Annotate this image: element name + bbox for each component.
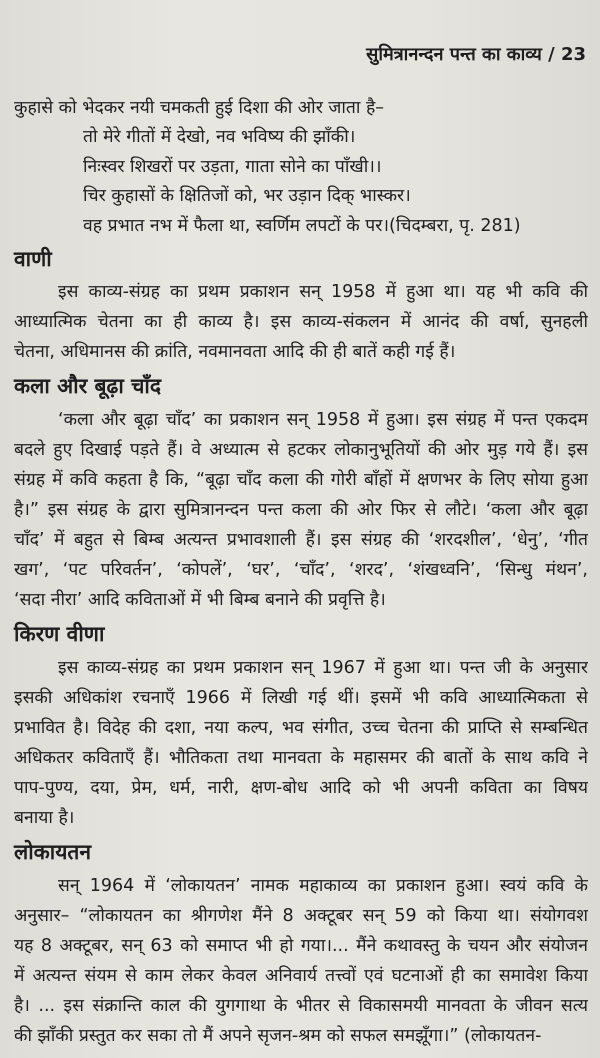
verse-line: निःस्वर शिखरों पर उड़ता, गाता सोने का पाँखी।। bbox=[83, 156, 382, 177]
text-line: यह 8 अक्टूबर, सन् 63 को समाप्त भी हो गया।... मैंने कथावस्तु के चयन और संयोजन bbox=[14, 936, 588, 956]
text-line: ‘कला और बूढ़ा चाँद’ का प्रकाशन सन् 1958 में हुआ। इस संग्रह में पन्त एकदम bbox=[58, 410, 588, 430]
text-line: प्रभावित है। विदेह की दशा, नया कल्प, भव संगीत, उच्च चेतना की प्राप्ति से सम्बन्धित bbox=[14, 718, 588, 738]
text-line: बदले हुए दिखाई पड़ते हैं। वे अध्यात्म से हटकर लोकानुभूतियों की ओर मुड़ गये हैं। इस bbox=[14, 440, 588, 460]
text-line: अधिकतर कविताएँ हैं। भौतिकता तथा मानवता के महासमर की बातों के साथ कवि ने bbox=[14, 748, 588, 768]
text-line: पाप-पुण्य, दया, प्रेम, धर्म, नारी, क्षण-बोध आदि को भी अपनी कविता का विषय bbox=[14, 778, 588, 798]
verse-line: वह प्रभात नभ में फैला था, स्वर्णिम लपटों के पर।(चिदम्बरा, पृ. 281) bbox=[83, 215, 521, 236]
text-line: में अत्यन्त संयम से काम लेकर केवल अनिवार्य तत्त्वों एवं घटनाओं ही का समावेश किया bbox=[14, 966, 588, 986]
text-line: इस काव्य-संग्रह का प्रथम प्रकाशन सन् 1958 में हुआ था। यह भी कवि की bbox=[58, 282, 588, 302]
sections bbox=[14, 241, 588, 1051]
running-head: सुमित्रानन्दन पन्त का काव्य / 23 bbox=[366, 44, 586, 65]
section-heading: कला और बूढ़ा चाँद bbox=[14, 374, 161, 398]
section-heading: वाणी bbox=[14, 247, 52, 271]
text-line: चेतना, अधिमानस की क्रांति, नवमानवता आदि की ही बातें कही गई हैं। bbox=[14, 342, 456, 362]
section-heading: लोकायतन bbox=[14, 840, 92, 864]
text-line: इसकी अधिकांश रचनाएँ 1966 में लिखी गई थीं। इसमें भी कवि आध्यात्मिकता से bbox=[14, 688, 588, 708]
text-line: कुहासे को भेदकर नयी चमकती हुई दिशा की ओर जाता है– bbox=[14, 98, 385, 118]
section-heading: किरण वीणा bbox=[14, 622, 105, 646]
text-line: ‘सदा नीरा’ आदि कविताओं में भी बिम्ब बनाने की प्रवृत्ति है। bbox=[14, 590, 386, 610]
text-line: अनुसार– “लोकायतन का श्रीगणेश मैंने 8 अक्टूबर सन् 59 को किया था। संयोगवश bbox=[14, 906, 588, 926]
text-line: सन् 1964 में ‘लोकायतन’ नामक महाकाव्य का प्रकाशन हुआ। स्वयं कवि के bbox=[58, 876, 588, 896]
section bbox=[14, 241, 588, 367]
text-line: बनाया है। bbox=[14, 808, 75, 828]
text-line: आध्यात्मिक चेतना का ही काव्य है। इस काव्य-संकलन में आनंद की वर्षा, सुनहली bbox=[14, 312, 588, 332]
text-line: संग्रह में कवि कहता है कि, “बूढ़ा चाँद कला की गोरी बाँहों में क्षणभर के लिए सोया हुआ bbox=[14, 470, 588, 490]
section bbox=[14, 367, 588, 615]
verse-block bbox=[14, 123, 588, 241]
text-line: की झाँकी प्रस्तुत कर सका तो मैं अपने सृजन-श्रम को सफल समझूँगा।” (लोकायतन- bbox=[14, 1026, 542, 1046]
section bbox=[14, 833, 588, 1051]
text-line: चाँद’ में बहुत से बिम्ब अत्यन्त प्रभावशाली हैं। इस संग्रह की ‘शरदशील’, ‘धेनु’, ‘गीत bbox=[14, 530, 588, 550]
text-line: है।” इस संग्रह के द्वारा सुमित्रानन्दन पन्त कला की ओर फिर से लौटे। ‘कला और बूढ़ा bbox=[14, 500, 588, 520]
text-line: है। ... इस संक्रान्ति काल की युगगाथा के भीतर से विकासमयी मानवता के जीवन सत्य bbox=[14, 996, 588, 1016]
section bbox=[14, 615, 588, 833]
intro-paragraph bbox=[14, 93, 588, 123]
text-line: इस काव्य-संग्रह का प्रथम प्रकाशन सन् 1967 में हुआ था। पन्त जी के अनुसार bbox=[58, 658, 588, 678]
verse-line: चिर कुहासों के क्षितिजों को, भर उड़ान दिक् भास्कर। bbox=[83, 186, 411, 206]
verse-line: तो मेरे गीतों में देखो, नव भविष्य की झाँकी। bbox=[83, 127, 356, 147]
text-line: खग’, ‘पट परिवर्तन’, ‘कोपलें’, ‘घर’, ‘चाँद’, ‘शरद’, ‘शंखध्वनि’, ‘सिन्धु मंथन’, bbox=[14, 560, 588, 580]
page-content bbox=[14, 93, 588, 1051]
